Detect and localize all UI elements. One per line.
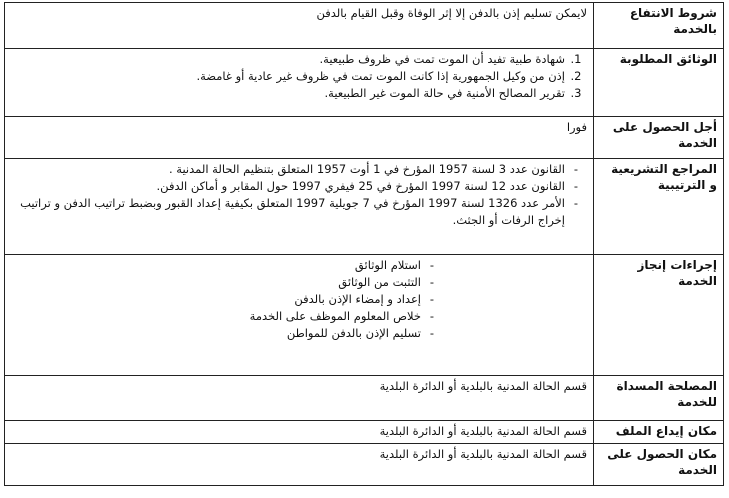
obtain-place-value: قسم الحالة المدنية بالبلدية أو الدائرة البلدية (5, 444, 594, 486)
procedure-item (11, 325, 443, 342)
item-text: خلاص المعلوم الموظف على الخدمة (249, 308, 421, 323)
row-procedures (5, 254, 724, 375)
item-text: إذن من وكيل الجمهورية إذا كانت الموت تمت في ظروف غير عادية أو غامضة. (196, 68, 565, 83)
conditions-value: لايمكن تسليم إذن بالدفن إلا إثر الوفاة وقبل القيام بالدفن (5, 3, 594, 49)
reference-item (11, 195, 587, 229)
item-marker: 1. (570, 51, 582, 66)
item-marker: - (429, 274, 435, 289)
item-marker: - (429, 257, 435, 272)
item-text: تقرير المصالح الأمنية في حالة الموت غير الطبيعية. (324, 85, 565, 100)
deadline-label: أجل الحصول على الخدمة (594, 117, 724, 159)
document-item (11, 85, 587, 102)
document-item (11, 51, 587, 68)
reference-item (11, 178, 587, 195)
item-text: التثبت من الوثائق (338, 274, 421, 289)
row-deadline (5, 117, 724, 159)
item-marker: - (429, 291, 435, 306)
document-item (11, 68, 587, 85)
row-references (5, 159, 724, 255)
item-marker: 2. (570, 68, 582, 83)
item-marker: - (573, 179, 579, 194)
procedure-item (11, 274, 443, 291)
row-obtain-place (5, 444, 724, 486)
row-file-deposit (5, 421, 724, 444)
procedure-item (11, 291, 443, 308)
service-table (4, 2, 724, 486)
procedure-item (11, 308, 443, 325)
service-provider-value: قسم الحالة المدنية بالبلدية أو الدائرة البلدية (5, 375, 594, 421)
references-list (5, 159, 594, 255)
conditions-label: شروط الانتفاع بالخدمة (594, 3, 724, 49)
item-marker: - (429, 325, 435, 340)
item-text: القانون عدد 12 لسنة 1997 المؤرخ في 25 فيفري 1997 حول المقابر و أماكن الدفن. (156, 179, 565, 194)
documents-label: الوثائق المطلوبة (594, 48, 724, 117)
service-provider-label: المصلحة المسداة للخدمة (594, 375, 724, 421)
item-marker: - (429, 308, 435, 323)
documents-list (5, 48, 594, 117)
item-text: شهادة طبية تفيد أن الموت تمت في ظروف طبيعية. (319, 51, 565, 66)
item-text: القانون عدد 3 لسنة 1957 المؤرخ في 1 أوت 1957 المتعلق بتنظيم الحالة المدنية . (168, 162, 565, 177)
obtain-place-label: مكان الحصول على الخدمة (594, 444, 724, 486)
reference-item (11, 161, 587, 178)
row-conditions (5, 3, 724, 49)
row-service-provider (5, 375, 724, 421)
references-label: المراجع التشريعية و الترتيبية (594, 159, 724, 255)
procedures-label: إجراءات إنجاز الخدمة (594, 254, 724, 375)
item-marker: - (573, 196, 579, 211)
procedures-list (5, 254, 594, 375)
file-deposit-label: مكان إيداع الملف (594, 421, 724, 444)
item-text: تسليم الإذن بالدفن للمواطن (286, 325, 421, 340)
procedure-item (11, 257, 443, 274)
deadline-value: فورا (5, 117, 594, 159)
item-marker: 3. (570, 85, 582, 100)
row-documents (5, 48, 724, 117)
item-text: الأمر عدد 1326 لسنة 1997 المؤرخ في 7 جويلية 1997 المتعلق بكيفية إعداد القبور وبضبط تراتيب الدفن و تراتيب إخراج الرفات أو الجثث. (20, 196, 565, 228)
item-text: استلام الوثائق (354, 257, 421, 272)
item-marker: - (573, 162, 579, 177)
file-deposit-value: قسم الحالة المدنية بالبلدية أو الدائرة البلدية (5, 421, 594, 444)
item-text: إعداد و إمضاء الإذن بالدفن (294, 291, 421, 306)
